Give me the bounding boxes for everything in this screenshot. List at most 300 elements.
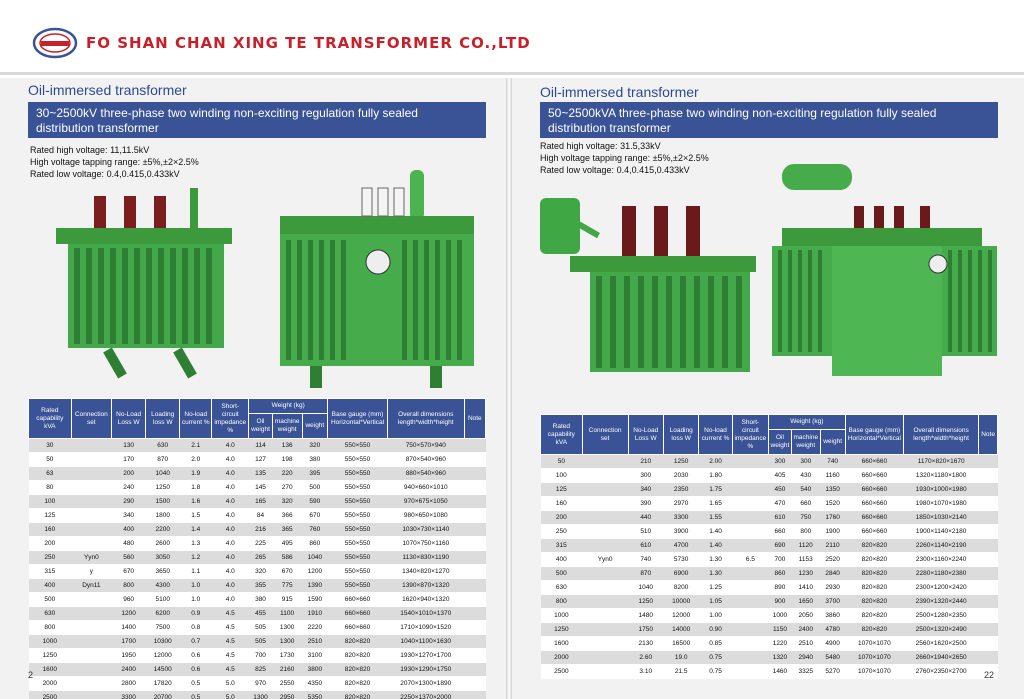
cell-impedance [732, 567, 768, 581]
cell-oil-weight: 610 [768, 511, 791, 525]
cell-note [979, 525, 998, 539]
th-weight: Weight (kg) [249, 399, 328, 414]
cell-connection [71, 635, 111, 649]
cell-machine-weight: 670 [272, 565, 302, 579]
cell-total-weight: 670 [302, 509, 328, 523]
cell-capacity: 160 [29, 523, 72, 537]
cell-base-gauge: 660×660 [845, 455, 903, 469]
left-table-body [29, 439, 486, 699]
cell-machine-weight: 1300 [272, 635, 302, 649]
cell-capacity: 50 [541, 455, 583, 469]
cell-noload-loss: 1250 [628, 595, 663, 609]
cell-oil-weight: 470 [768, 497, 791, 511]
cell-loading-loss: 3650 [146, 565, 180, 579]
table-row [541, 455, 998, 469]
cell-impedance [732, 665, 768, 679]
cell-connection [71, 509, 111, 523]
cell-connection [71, 607, 111, 621]
table-row [29, 635, 486, 649]
cell-noload-loss: 3300 [112, 691, 146, 699]
cell-oil-weight: 1320 [768, 651, 791, 665]
table-row [541, 553, 998, 567]
cell-base-gauge: 820×820 [845, 553, 903, 567]
cell-connection: Yyn0 [582, 553, 628, 567]
cell-dimensions: 1930×1000×1980 [904, 483, 979, 497]
cell-dimensions: 1710×1090×1520 [387, 621, 464, 635]
cell-noload-loss: 390 [628, 497, 663, 511]
cell-note [979, 651, 998, 665]
cell-capacity: 63 [29, 467, 72, 481]
cell-machine-weight: 775 [272, 579, 302, 593]
cell-impedance: 4.0 [212, 509, 249, 523]
cell-noload-current: 1.40 [699, 539, 732, 553]
cell-dimensions: 1070×750×1160 [387, 537, 464, 551]
cell-impedance [732, 469, 768, 483]
cell-dimensions: 1340×820×1270 [387, 565, 464, 579]
cell-loading-loss: 1800 [146, 509, 180, 523]
cell-dimensions: 1620×940×1320 [387, 593, 464, 607]
th-connection: Connection set [582, 415, 628, 455]
cell-note [979, 567, 998, 581]
cell-loading-loss: 17820 [146, 677, 180, 691]
cell-note [979, 595, 998, 609]
cell-connection [582, 483, 628, 497]
cell-note [464, 495, 485, 509]
cell-loading-loss: 4700 [663, 539, 698, 553]
cell-noload-current: 1.9 [180, 467, 212, 481]
cell-machine-weight: 365 [272, 523, 302, 537]
cell-machine-weight: 540 [791, 483, 820, 497]
table-row [541, 637, 998, 651]
table-row [29, 509, 486, 523]
cell-noload-current: 0.90 [699, 623, 732, 637]
cell-total-weight: 1910 [302, 607, 328, 621]
cell-note [979, 483, 998, 497]
cell-connection [582, 609, 628, 623]
cell-capacity: 400 [29, 579, 72, 593]
cell-connection [71, 649, 111, 663]
cell-dimensions: 880×540×960 [387, 467, 464, 481]
th-note: Note [979, 415, 998, 455]
cell-machine-weight: 136 [272, 439, 302, 453]
cell-machine-weight: 2050 [791, 609, 820, 623]
cell-impedance [732, 623, 768, 637]
cell-oil-weight: 455 [249, 607, 272, 621]
cell-noload-current: 1.5 [180, 509, 212, 523]
cell-capacity: 160 [541, 497, 583, 511]
right-table-body [541, 455, 998, 679]
cell-loading-loss: 1250 [146, 481, 180, 495]
cell-noload-loss: 1400 [112, 621, 146, 635]
cell-base-gauge: 820×820 [328, 663, 388, 677]
cell-total-weight: 2840 [820, 567, 845, 581]
cell-note [464, 621, 485, 635]
cell-loading-loss: 7500 [146, 621, 180, 635]
cell-noload-loss: 740 [628, 553, 663, 567]
cell-noload-current: 1.0 [180, 593, 212, 607]
cell-total-weight: 320 [302, 439, 328, 453]
cell-loading-loss: 3050 [146, 551, 180, 565]
cell-noload-current: 2.00 [699, 455, 732, 469]
cell-base-gauge: 1070×1070 [845, 637, 903, 651]
th-noload-loss: No-Load Loss W [112, 399, 146, 439]
cell-base-gauge: 550×550 [328, 523, 388, 537]
cell-note [979, 581, 998, 595]
cell-loading-loss: 6900 [663, 567, 698, 581]
cell-loading-loss: 5730 [663, 553, 698, 567]
cell-note [464, 593, 485, 607]
cell-capacity: 1000 [29, 635, 72, 649]
cell-base-gauge: 550×550 [328, 481, 388, 495]
cell-noload-loss: 2800 [112, 677, 146, 691]
cell-loading-loss: 870 [146, 453, 180, 467]
cell-oil-weight: 700 [249, 649, 272, 663]
cell-noload-loss: 670 [112, 565, 146, 579]
cell-impedance [732, 651, 768, 665]
cell-impedance [732, 483, 768, 497]
cell-connection [582, 539, 628, 553]
cell-oil-weight: 970 [249, 677, 272, 691]
cell-oil-weight: 135 [249, 467, 272, 481]
cell-note [979, 637, 998, 651]
cell-noload-loss: 3.10 [628, 665, 663, 679]
cell-capacity: 125 [541, 483, 583, 497]
cell-machine-weight: 586 [272, 551, 302, 565]
cell-note [464, 453, 485, 467]
cell-total-weight: 3700 [820, 595, 845, 609]
cell-oil-weight: 690 [768, 539, 791, 553]
cell-capacity: 2500 [29, 691, 72, 699]
cell-noload-loss: 340 [628, 483, 663, 497]
th-capacity: Rated capability kVA [29, 399, 72, 439]
cell-capacity: 1600 [541, 637, 583, 651]
cell-dimensions: 1930×1270×1700 [387, 649, 464, 663]
cell-connection [582, 525, 628, 539]
cell-note [464, 691, 485, 699]
cell-base-gauge: 550×550 [328, 551, 388, 565]
th-capacity: Rated capability kVA [541, 415, 583, 455]
cell-noload-loss: 1950 [112, 649, 146, 663]
cell-machine-weight: 366 [272, 509, 302, 523]
cell-total-weight: 1590 [302, 593, 328, 607]
cell-loading-loss: 10000 [663, 595, 698, 609]
table-row [29, 481, 486, 495]
cell-loading-loss: 21.5 [663, 665, 698, 679]
cell-oil-weight: 1460 [768, 665, 791, 679]
cell-noload-loss: 1480 [628, 609, 663, 623]
cell-base-gauge: 660×660 [845, 497, 903, 511]
cell-machine-weight: 1230 [791, 567, 820, 581]
right-spec-hv: Rated high voltage: 31.5,33kV [540, 141, 661, 151]
cell-note [979, 609, 998, 623]
cell-connection [582, 581, 628, 595]
cell-base-gauge: 820×820 [845, 567, 903, 581]
cell-loading-loss: 12000 [663, 609, 698, 623]
cell-noload-loss: 170 [112, 453, 146, 467]
cell-oil-weight: 1150 [768, 623, 791, 637]
cell-total-weight: 5270 [820, 665, 845, 679]
cell-note [464, 565, 485, 579]
cell-total-weight: 590 [302, 495, 328, 509]
cell-noload-current: 1.30 [699, 567, 732, 581]
cell-capacity: 100 [541, 469, 583, 483]
cell-capacity: 30 [29, 439, 72, 453]
cell-capacity: 1600 [29, 663, 72, 677]
cell-impedance [732, 581, 768, 595]
cell-connection [582, 623, 628, 637]
cell-total-weight: 1900 [820, 525, 845, 539]
cell-noload-current: 1.2 [180, 551, 212, 565]
cell-base-gauge: 820×820 [845, 539, 903, 553]
cell-oil-weight: 216 [249, 523, 272, 537]
cell-note [464, 607, 485, 621]
cell-oil-weight: 145 [249, 481, 272, 495]
cell-capacity: 500 [541, 567, 583, 581]
cell-total-weight: 1520 [820, 497, 845, 511]
cell-total-weight: 2510 [302, 635, 328, 649]
cell-base-gauge: 660×660 [328, 607, 388, 621]
cell-machine-weight: 1100 [272, 607, 302, 621]
cell-connection [71, 453, 111, 467]
cell-machine-weight: 270 [272, 481, 302, 495]
cell-noload-current: 1.8 [180, 481, 212, 495]
cell-note [979, 539, 998, 553]
table-row [541, 623, 998, 637]
th-connection: Connection set [71, 399, 111, 439]
cell-total-weight: 1200 [302, 565, 328, 579]
cell-base-gauge: 660×660 [845, 483, 903, 497]
cell-note [464, 635, 485, 649]
cell-loading-loss: 3300 [663, 511, 698, 525]
cell-machine-weight: 430 [791, 469, 820, 483]
th-note: Note [464, 399, 485, 439]
cell-noload-loss: 480 [112, 537, 146, 551]
cell-dimensions: 1030×730×1140 [387, 523, 464, 537]
cell-connection [71, 691, 111, 699]
cell-capacity: 400 [541, 553, 583, 567]
cell-note [464, 481, 485, 495]
cell-connection [71, 481, 111, 495]
cell-dimensions: 2300×1200×2420 [904, 581, 979, 595]
cell-dimensions: 1170×820×1670 [904, 455, 979, 469]
cell-impedance: 4.0 [212, 551, 249, 565]
cell-connection [582, 469, 628, 483]
cell-oil-weight: 700 [768, 553, 791, 567]
cell-dimensions: 1390×870×1320 [387, 579, 464, 593]
cell-machine-weight: 320 [272, 495, 302, 509]
cell-noload-loss: 1200 [112, 607, 146, 621]
cell-noload-loss: 870 [628, 567, 663, 581]
th-machine-weight: machine weight [791, 429, 820, 454]
cell-note [464, 551, 485, 565]
cell-loading-loss: 2970 [663, 497, 698, 511]
cell-impedance: 4.0 [212, 593, 249, 607]
cell-oil-weight: 505 [249, 621, 272, 635]
cell-impedance: 4.0 [212, 467, 249, 481]
cell-impedance [732, 609, 768, 623]
cell-noload-current: 0.6 [180, 649, 212, 663]
cell-noload-current: 1.0 [180, 579, 212, 593]
cell-noload-loss: 800 [112, 579, 146, 593]
cell-noload-loss: 200 [112, 467, 146, 481]
cell-noload-loss: 1040 [628, 581, 663, 595]
cell-base-gauge: 550×550 [328, 439, 388, 453]
cell-total-weight: 5350 [302, 691, 328, 699]
cell-base-gauge: 1070×1070 [845, 651, 903, 665]
cell-connection: Dyn11 [71, 579, 111, 593]
cell-capacity: 100 [29, 495, 72, 509]
left-page [0, 78, 506, 699]
cell-machine-weight: 660 [791, 497, 820, 511]
cell-dimensions: 970×675×1050 [387, 495, 464, 509]
cell-machine-weight: 2510 [791, 637, 820, 651]
cell-connection: y [71, 565, 111, 579]
cell-capacity: 2500 [541, 665, 583, 679]
right-spec-lv: Rated low voltage: 0.4,0.415,0.433kV [540, 165, 690, 175]
table-row [29, 663, 486, 677]
cell-note [979, 497, 998, 511]
cell-machine-weight: 1153 [791, 553, 820, 567]
cell-machine-weight: 1650 [791, 595, 820, 609]
cell-dimensions: 2300×1160×2240 [904, 553, 979, 567]
cell-noload-loss: 340 [112, 509, 146, 523]
cell-loading-loss: 12000 [146, 649, 180, 663]
cell-machine-weight: 800 [791, 525, 820, 539]
company-logo [32, 26, 78, 60]
cell-oil-weight: 890 [768, 581, 791, 595]
cell-total-weight: 860 [302, 537, 328, 551]
cell-loading-loss: 3900 [663, 525, 698, 539]
cell-loading-loss: 2600 [146, 537, 180, 551]
cell-base-gauge: 820×820 [845, 581, 903, 595]
cell-oil-weight: 165 [249, 495, 272, 509]
cell-connection [582, 497, 628, 511]
cell-total-weight: 1390 [302, 579, 328, 593]
transformer-photo-33kv [540, 178, 760, 388]
cell-dimensions: 980×650×1080 [387, 509, 464, 523]
cell-dimensions: 1040×1100×1630 [387, 635, 464, 649]
cell-capacity: 800 [29, 621, 72, 635]
left-spec-tap: High voltage tapping range: ±5%,±2×2.5% [30, 157, 199, 167]
cell-connection [582, 595, 628, 609]
cell-loading-loss: 6200 [146, 607, 180, 621]
cell-impedance [732, 539, 768, 553]
cell-loading-loss: 4300 [146, 579, 180, 593]
cell-noload-current: 1.6 [180, 495, 212, 509]
cell-loading-loss: 14000 [663, 623, 698, 637]
cell-base-gauge: 550×550 [328, 467, 388, 481]
company-name: FO SHAN CHAN XING TE TRANSFORMER CO.,LTD [86, 34, 531, 52]
cell-noload-current: 0.5 [180, 677, 212, 691]
cell-dimensions: 940×660×1010 [387, 481, 464, 495]
th-dimensions: Overall dimensions length*width*height [904, 415, 979, 455]
cell-impedance [732, 525, 768, 539]
cell-noload-loss: 960 [112, 593, 146, 607]
cell-machine-weight: 1120 [791, 539, 820, 553]
th-oil-weight: Oil weight [768, 429, 791, 454]
cell-oil-weight: 505 [249, 635, 272, 649]
cell-impedance [732, 511, 768, 525]
cell-total-weight: 4350 [302, 677, 328, 691]
cell-connection [582, 511, 628, 525]
cell-impedance: 4.0 [212, 481, 249, 495]
cell-impedance: 4.5 [212, 621, 249, 635]
table-row [29, 523, 486, 537]
cell-machine-weight: 2940 [791, 651, 820, 665]
th-total-weight: weight [302, 413, 328, 438]
cell-base-gauge: 660×660 [328, 621, 388, 635]
table-row [29, 691, 486, 699]
cell-noload-loss: 130 [112, 439, 146, 453]
right-page-number: 22 [984, 670, 995, 680]
table-row [29, 607, 486, 621]
cell-capacity: 315 [541, 539, 583, 553]
cell-total-weight: 380 [302, 453, 328, 467]
cell-dimensions: 1930×1290×1750 [387, 663, 464, 677]
cell-impedance: 4.0 [212, 439, 249, 453]
cell-dimensions: 1130×830×1190 [387, 551, 464, 565]
cell-total-weight: 1350 [820, 483, 845, 497]
cell-note [464, 509, 485, 523]
cell-base-gauge: 550×550 [328, 509, 388, 523]
cell-impedance: 4.0 [212, 565, 249, 579]
cell-impedance: 4.0 [212, 495, 249, 509]
cell-impedance: 5.0 [212, 691, 249, 699]
cell-connection [582, 567, 628, 581]
table-row [29, 495, 486, 509]
cell-capacity: 1250 [29, 649, 72, 663]
cell-capacity: 50 [29, 453, 72, 467]
cell-oil-weight: 405 [768, 469, 791, 483]
cell-capacity: 500 [29, 593, 72, 607]
cell-base-gauge: 820×820 [328, 635, 388, 649]
transformer-photo-sealed [270, 170, 480, 395]
cell-noload-current: 1.30 [699, 553, 732, 567]
cell-impedance: 4.0 [212, 537, 249, 551]
cell-note [979, 469, 998, 483]
cell-oil-weight: 300 [768, 455, 791, 469]
cell-noload-loss: 1750 [628, 623, 663, 637]
table-row [541, 483, 998, 497]
cell-oil-weight: 265 [249, 551, 272, 565]
cell-machine-weight: 2160 [272, 663, 302, 677]
cell-noload-loss: 300 [628, 469, 663, 483]
cell-note [979, 455, 998, 469]
cell-note [464, 663, 485, 677]
cell-total-weight: 2520 [820, 553, 845, 567]
cell-total-weight: 740 [820, 455, 845, 469]
cell-oil-weight: 380 [249, 593, 272, 607]
cell-loading-loss: 8200 [663, 581, 698, 595]
left-spec-table [28, 398, 486, 699]
cell-base-gauge: 550×550 [328, 579, 388, 593]
cell-connection [71, 621, 111, 635]
cell-capacity: 250 [541, 525, 583, 539]
cell-loading-loss: 20700 [146, 691, 180, 699]
right-page [512, 78, 1024, 699]
table-row [541, 497, 998, 511]
cell-capacity: 630 [541, 581, 583, 595]
transformer-photo-large [762, 158, 1007, 388]
cell-connection [71, 677, 111, 691]
cell-oil-weight: 660 [768, 525, 791, 539]
cell-total-weight: 1160 [820, 469, 845, 483]
cell-impedance [732, 497, 768, 511]
cell-impedance: 6.5 [732, 553, 768, 567]
cell-dimensions: 2070×1300×1890 [387, 677, 464, 691]
cell-loading-loss: 2030 [663, 469, 698, 483]
table-row [29, 579, 486, 593]
